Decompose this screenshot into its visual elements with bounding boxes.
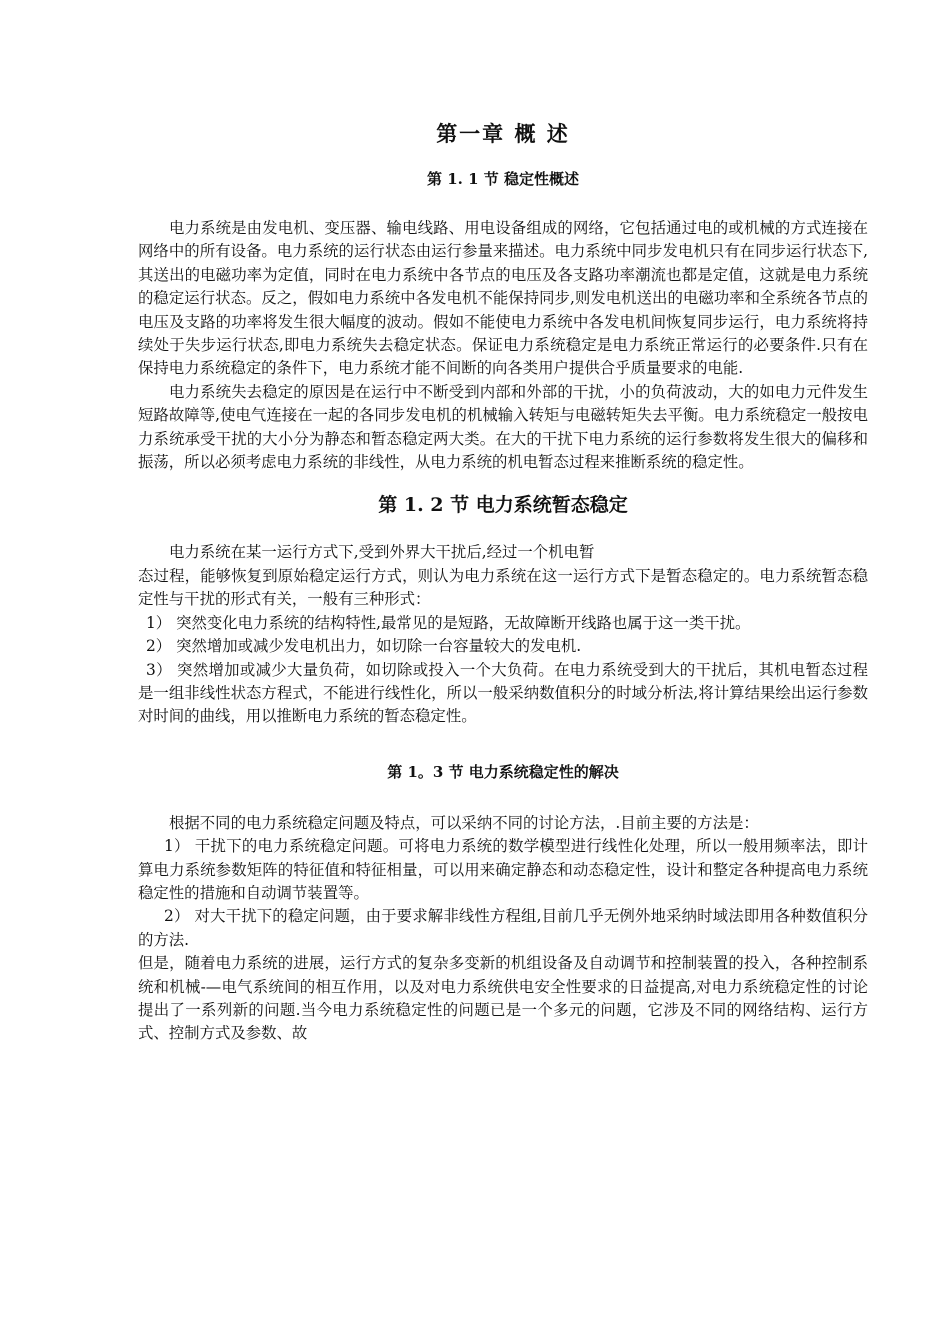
section-2-item-2: 2） 突然增加或减少发电机出力，如切除一台容量较大的发电机. bbox=[146, 637, 582, 656]
section-2-item-3: 3） 突然增加或减少大量负荷，如切除或投入一个大负荷。在电力系统受到大的干扰后，其机电暂态过程是一组非线性状态方程式，不能进行线性化，所以一般采纳数值积分的时域分析法,将计算结果绘出运行参数对时间的曲线，用以推断电力系统的暂态稳定性。 bbox=[138, 660, 868, 726]
section-2-paragraph-1b: 态过程，能够恢复到原始稳定运行方式，则认为电力系统在这一运行方式下是暂态稳定的。电力系统暂态稳定性与干扰的形式有关，一般有三种形式： bbox=[138, 566, 868, 609]
section-1-paragraph-1: 电力系统是由发电机、变压器、输电线路、用电设备组成的网络，它包括通过电的或机械的方式连接在网络中的所有设备。电力系统的运行状态由运行参量来描述。电力系统中同步发电机只有在同步运行状态下,其送出的电磁功率为定值，同时在电力系统中各节点的电压及各支路功率潮流也都是定值，这就是电力系统的稳定运行状态。反之，假如电力系统中各发电机不能保持同步,则发电机送出的电磁功率和全系统各节点的电压及支路的功率将发生很大幅度的波动。假如不能使电力系统中各发电机间恢复同步运行，电力系统将持续处于失步运行状态,即电力系统失去稳定状态。保证电力系统稳定是电力系统正常运行的必要条件.只有在保持电力系统稳定的条件下，电力系统才能不间断的向各类用户提供合乎质量要求的电能. bbox=[138, 219, 868, 378]
section-3-paragraph-2: 但是，随着电力系统的进展，运行方式的复杂多变新的机组设备及自动调节和控制装置的投入，各种控制系统和机械-—电气系统间的相互作用，以及对电力系统供电安全性要求的日益提高,对电力系统稳定性的讨论提出了一系列新的问题.当今电力系统稳定性的问题已是一个多元的问题，它涉及不同的网络结构、运行方式、控制方式及参数、故 bbox=[138, 954, 868, 1043]
section-3-paragraph-1: 根据不同的电力系统稳定问题及特点，可以采纳不同的讨论方法，.目前主要的方法是： bbox=[169, 813, 759, 832]
chapter-title: 第一章 概 述 bbox=[436, 121, 570, 146]
section-2-paragraph-1a: 电力系统在某一运行方式下,受到外界大干扰后,经过一个机电暂 bbox=[169, 543, 595, 562]
section-3-item-2: 2） 对大干扰下的稳定问题，由于要求解非线性方程组,目前几乎无例外地采纳时域法即用各种数值积分的方法. bbox=[138, 907, 868, 949]
section-1-paragraph-2: 电力系统失去稳定的原因是在运行中不断受到内部和外部的干扰，小的负荷波动，大的如电力元件发生短路故障等,使电气连接在一起的各同步发电机的机械输入转矩与电磁转矩失去平衡。电力系统稳定一般按电力系统承受干扰的大小分为静态和暂态稳定两大类。在大的干扰下电力系统的运行参数将发生很大的偏移和振荡，所以必须考虑电力系统的非线性，从电力系统的机电暂态过程来推断系统的稳定性。 bbox=[138, 382, 868, 472]
document-page bbox=[138, 118, 868, 1046]
section-2-item-1: 1） 突然变化电力系统的结构特性,最常见的是短路，无故障断开线路也属于这一类干扰。 bbox=[146, 613, 751, 632]
section-1-heading: 第 1. 1 节 稳定性概述 bbox=[427, 170, 579, 188]
section-3-heading: 第 1。3 节 电力系统稳定性的解决 bbox=[387, 762, 619, 781]
section-2-heading: 第 1. 2 节 电力系统暂态稳定 bbox=[378, 494, 628, 517]
section-3-item-1: 1） 干扰下的电力系统稳定问题。可将电力系统的数学模型进行线性化处理，所以一般用频率法，即计算电力系统参数矩阵的特征值和特征相量，可以用来确定静态和动态稳定性，设计和整定各种提高电力系统稳定性的措施和自动调节装置等。 bbox=[138, 837, 868, 902]
